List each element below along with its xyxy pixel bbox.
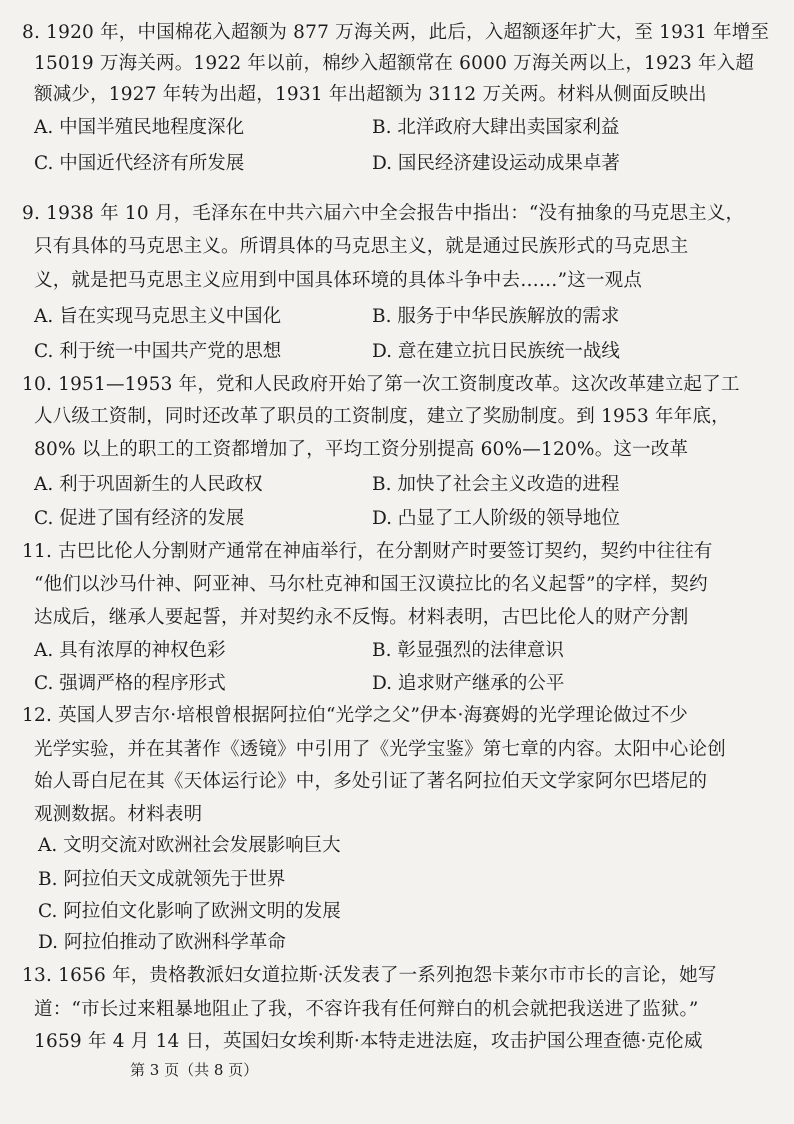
question-line: 8. 1920 年，中国棉花入超额为 877 万海关两，此后，入超额逐年扩大，至 1931 年增至 — [22, 22, 770, 43]
question-line: “他们以沙马什神、阿亚神、马尔杜克神和国王汉谟拉比的名义起誓”的字样，契约 — [34, 574, 708, 595]
option-d: D. 凸显了工人阶级的领导地位 — [372, 508, 620, 529]
option-d: D. 追求财产继承的公平 — [372, 673, 565, 694]
question-line: 1659 年 4 月 14 日，英国妇女埃利斯·本特走进法庭，攻击护国公理查德·克伦威 — [34, 1031, 703, 1052]
option-a: A. 文明交流对欧洲社会发展影响巨大 — [38, 835, 341, 856]
option-b: B. 加快了社会主义改造的进程 — [372, 474, 620, 495]
option-a: A. 利于巩固新生的人民政权 — [34, 474, 263, 495]
question-line: 15019 万海关两。1922 年以前，棉纱入超额常在 6000 万海关两以上，1923 年入超 — [34, 53, 755, 74]
question-line: 9. 1938 年 10 月，毛泽东在中共六届六中全会报告中指出：“没有抽象的马克思主义， — [22, 203, 745, 224]
option-c: C. 强调严格的程序形式 — [34, 673, 226, 694]
question-line: 只有具体的马克思主义。所谓具体的马克思主义，就是通过民族形式的马克思主 — [34, 236, 689, 257]
question-line: 达成后，继承人要起誓，并对契约永不反悔。材料表明，古巴比伦人的财产分割 — [34, 607, 689, 628]
option-a: A. 具有浓厚的神权色彩 — [34, 640, 226, 661]
option-d: D. 国民经济建设运动成果卓著 — [372, 153, 620, 174]
option-d: D. 意在建立抗日民族统一战线 — [372, 341, 620, 362]
option-c: C. 阿拉伯文化影响了欧洲文明的发展 — [38, 901, 341, 922]
option-c: C. 促进了国有经济的发展 — [34, 508, 245, 529]
option-d: D. 阿拉伯推动了欧洲科学革命 — [38, 932, 286, 953]
question-line: 观测数据。材料表明 — [34, 804, 203, 825]
option-a: A. 旨在实现马克思主义中国化 — [34, 306, 282, 327]
question-line: 10. 1951—1953 年，党和人民政府开始了第一次工资制度改革。这次改革建立起了工 — [22, 374, 740, 395]
question-line: 12. 英国人罗吉尔·培根曾根据阿拉伯“光学之父”伊本·海赛姆的光学理论做过不少 — [22, 705, 688, 726]
option-c: C. 中国近代经济有所发展 — [34, 153, 245, 174]
option-b: B. 阿拉伯天文成就领先于世界 — [38, 869, 286, 890]
page-number: 第 3 页（共 8 页） — [130, 1061, 259, 1079]
question-line: 始人哥白尼在其《天体运行论》中，多处引证了著名阿拉伯天文学家阿尔巴塔尼的 — [34, 771, 708, 792]
question-line: 13. 1656 年，贵格教派妇女道拉斯·沃发表了一系列抱怨卡莱尔市市长的言论，她写 — [22, 965, 717, 986]
option-b: B. 彰显强烈的法律意识 — [372, 640, 564, 661]
option-b: B. 服务于中华民族解放的需求 — [372, 306, 620, 327]
option-b: B. 北洋政府大肆出卖国家利益 — [372, 117, 620, 138]
option-c: C. 利于统一中国共产党的思想 — [34, 341, 282, 362]
option-a: A. 中国半殖民地程度深化 — [34, 117, 245, 138]
question-line: 额减少，1927 年转为出超，1931 年出超额为 3112 万关两。材料从侧面反映出 — [34, 84, 707, 105]
question-line: 80% 以上的职工的工资都增加了，平均工资分别提高 60%—120%。这一改革 — [34, 439, 689, 460]
question-line: 道：“市长过来粗暴地阻止了我，不容许我有任何辩白的机会就把我送进了监狱。” — [34, 999, 699, 1020]
question-line: 人八级工资制，同时还改革了职员的工资制度，建立了奖励制度。到 1953 年年底， — [34, 406, 730, 427]
question-line: 光学实验，并在其著作《透镜》中引用了《光学宝鉴》第七章的内容。太阳中心论创 — [34, 739, 726, 760]
question-line: 义，就是把马克思主义应用到中国具体环境的具体斗争中去……”这一观点 — [34, 270, 643, 291]
question-line: 11. 古巴比伦人分割财产通常在神庙举行，在分割财产时要签订契约，契约中往往有 — [22, 541, 713, 562]
